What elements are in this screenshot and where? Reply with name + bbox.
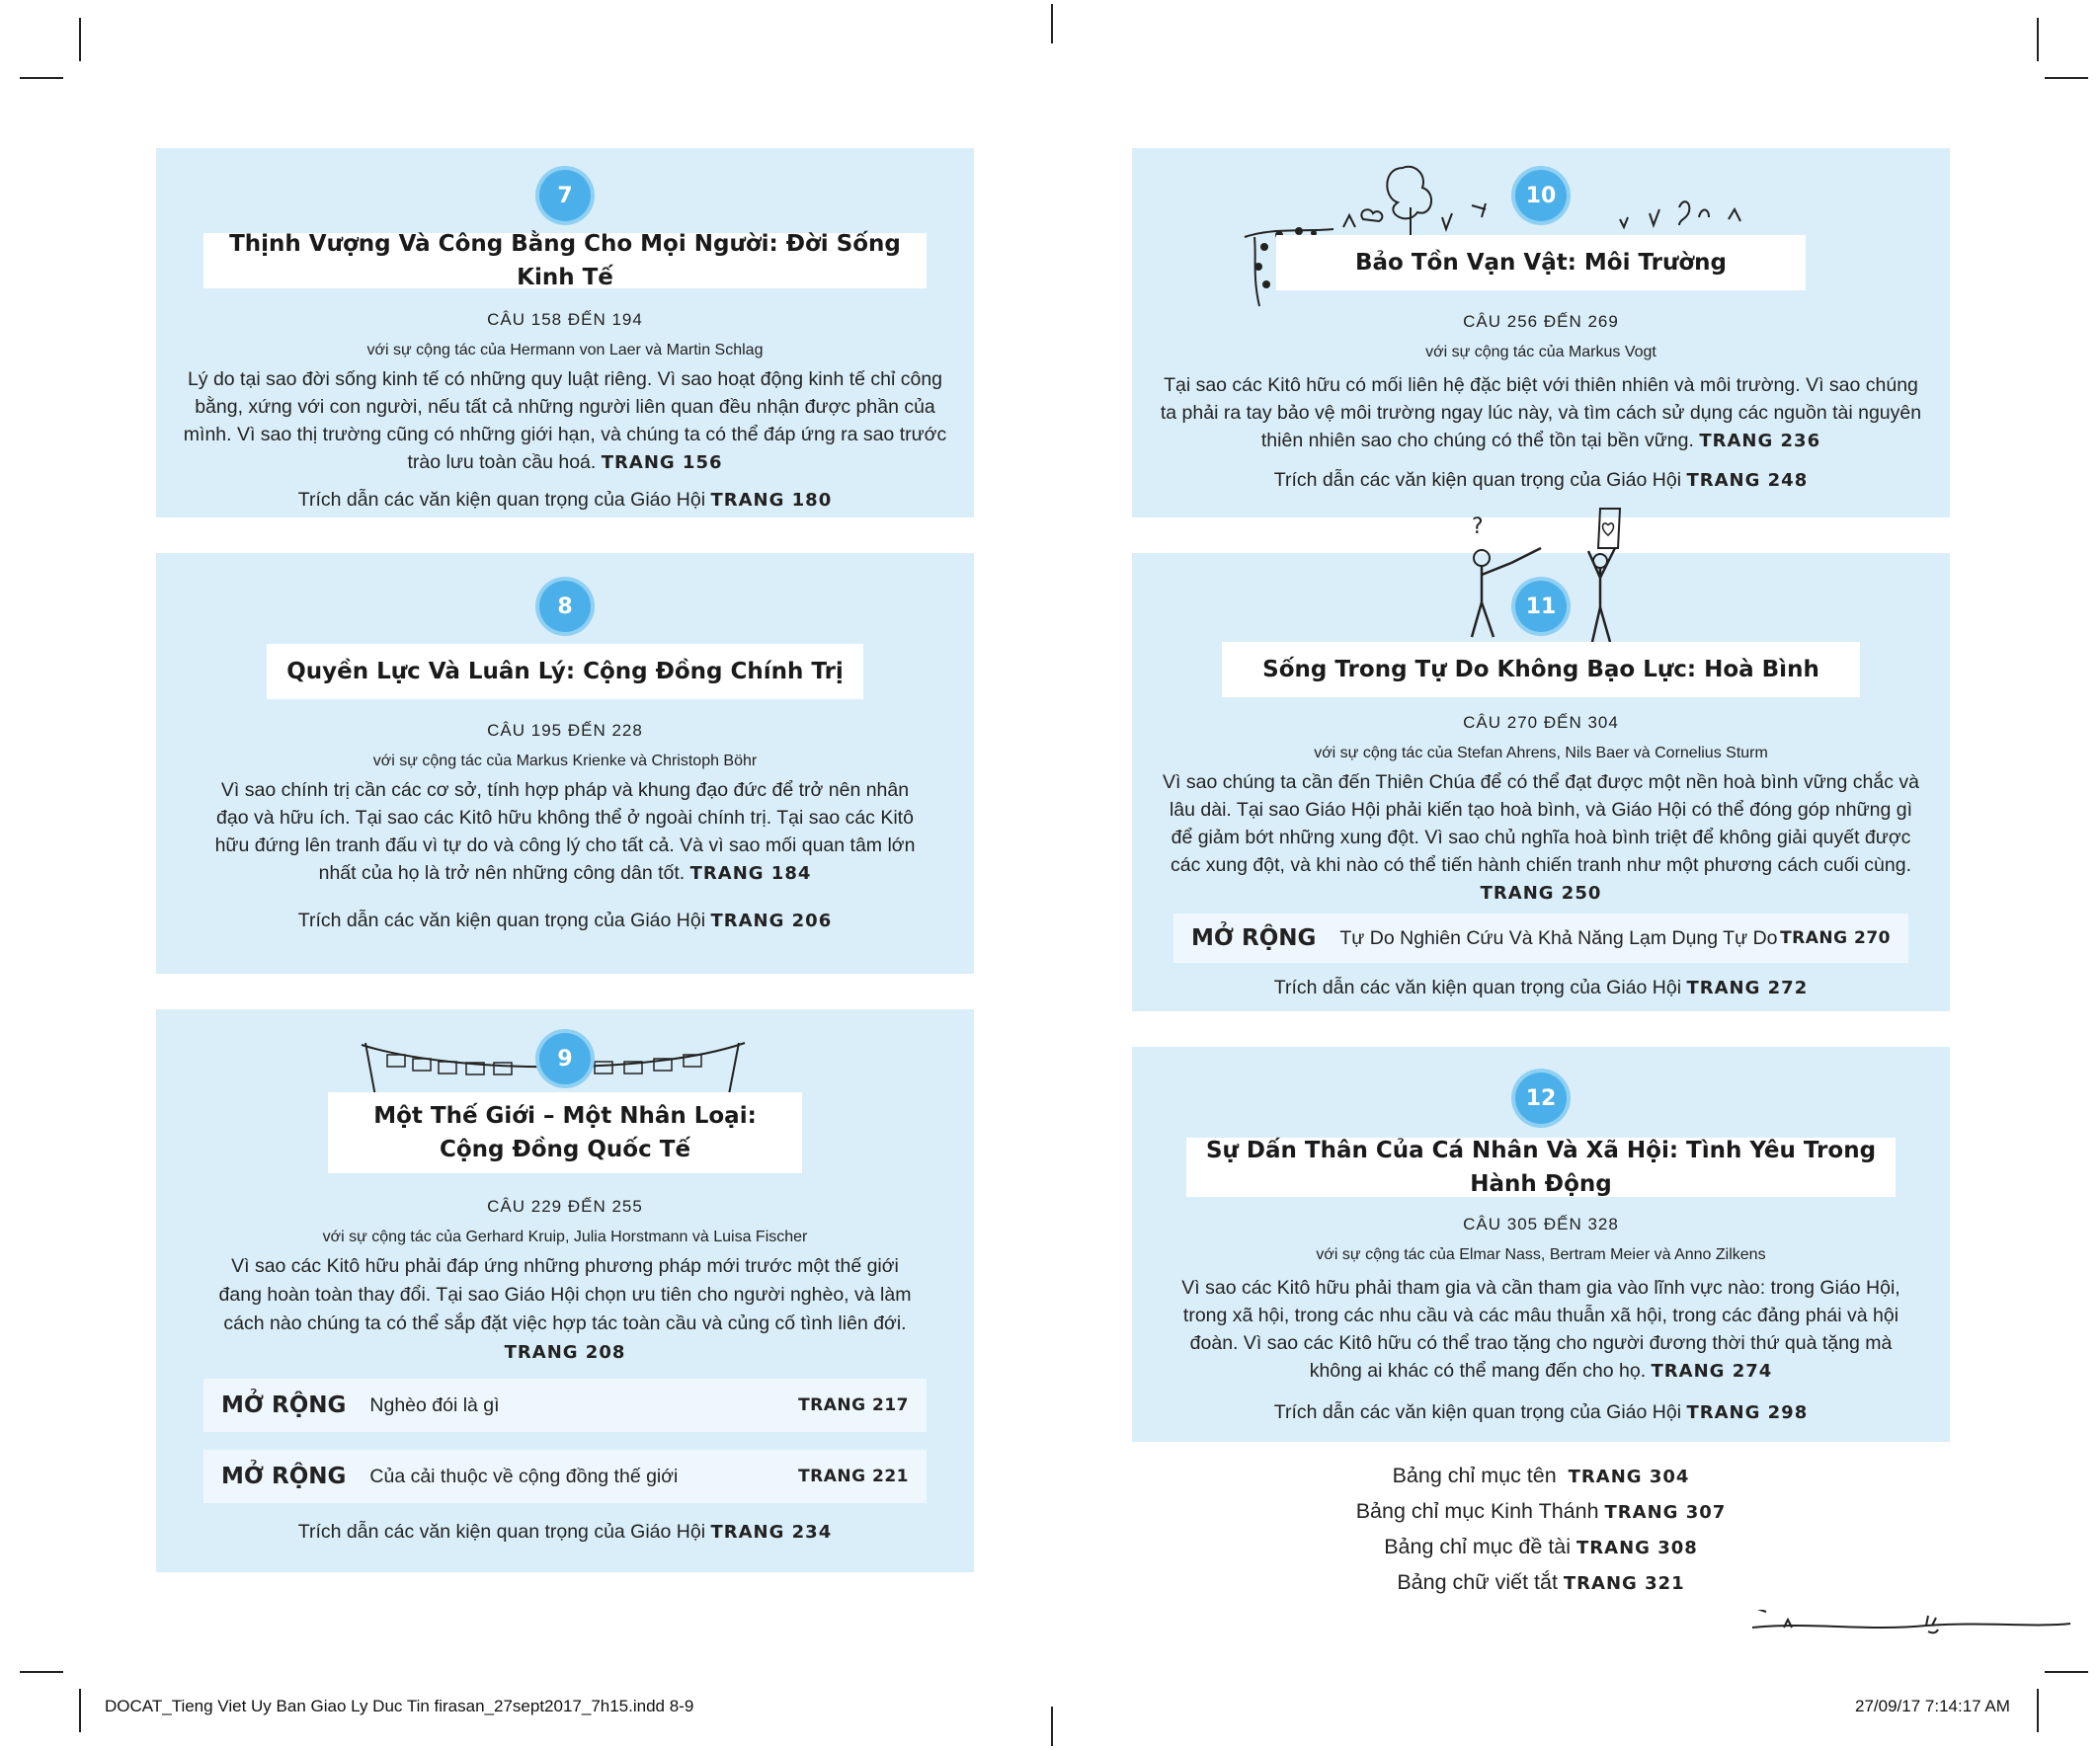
page-link[interactable]: TRANG 208 xyxy=(504,1342,626,1363)
page-link[interactable]: TRANG 221 xyxy=(798,1467,909,1486)
section-card-7 xyxy=(156,148,974,517)
question-range: CÂU 158 ĐẾN 194 xyxy=(487,310,643,329)
crop-mark xyxy=(79,18,81,61)
section-title: Thịnh Vượng Và Công Bằng Cho Mọi Người: Đời Sống Kinh Tế xyxy=(203,233,927,288)
crop-mark xyxy=(20,77,63,79)
church-quotes-line: Trích dẫn các văn kiện quan trọng của Giáo Hội TRANG 234 xyxy=(297,1521,833,1543)
collaborators: với sự cộng tác của Markus Vogt xyxy=(1425,344,1656,360)
expansion-keyword: MỞ RỘNG xyxy=(221,1392,347,1418)
page-link[interactable]: TRANG 274 xyxy=(1651,1361,1773,1382)
section-description: Lý do tại sao đời sống kinh tế có những quy luật riêng. Vì sao hoạt động kinh tế chỉ công bằng, xứng với con người, nếu tất cả những người liên quan đều nhận được phần của mình. Vì sao thị trường cũng có những giới hạn, và chúng ta có thể đáp ứng ra sao trước trào lưu toàn cầu hoá. TRANG 156 xyxy=(183,368,947,473)
page-link[interactable]: TRANG 308 xyxy=(1576,1538,1698,1558)
page-link[interactable]: TRANG 270 xyxy=(1780,928,1891,948)
crop-mark xyxy=(79,1689,81,1732)
church-quotes-line: Trích dẫn các văn kiện quan trọng của Giáo Hội TRANG 272 xyxy=(1273,977,1809,998)
church-quotes-line: Trích dẫn các văn kiện quan trọng của Giáo Hội TRANG 206 xyxy=(297,910,833,931)
page-link[interactable]: TRANG 321 xyxy=(1563,1573,1685,1594)
section-card-8 xyxy=(156,553,974,974)
church-quotes-line: Trích dẫn các văn kiện quan trọng của Giáo Hội TRANG 248 xyxy=(1273,469,1809,491)
page-link[interactable]: TRANG 234 xyxy=(710,1522,833,1543)
crop-mark xyxy=(2037,1689,2039,1732)
expansion-keyword: MỞ RỘNG xyxy=(221,1464,347,1489)
expansion-row[interactable] xyxy=(1173,914,1908,963)
crop-mark xyxy=(2037,18,2039,61)
crop-mark xyxy=(1051,1707,1053,1746)
section-number-badge: 7 xyxy=(539,170,591,221)
crop-mark xyxy=(1051,4,1053,43)
section-description: Vì sao các Kitô hữu phải đáp ứng những phương pháp mới trước một thế giới đang hoàn toàn thay đổi. Tại sao Giáo Hội chọn ưu tiên cho người nghèo, và làm cách nào chúng ta có thể sắp đặt việc hợp tác toàn cầu và củng cố tình liên đới. TRANG 208 xyxy=(218,1255,912,1363)
expansion-keyword: MỞ RỘNG xyxy=(1191,925,1317,951)
section-card-9 xyxy=(156,1009,974,1572)
section-number-badge: 11 xyxy=(1515,581,1567,632)
expansion-topic: Tự Do Nghiên Cứu Và Khả Năng Lạm Dụng Tự Do xyxy=(1339,926,1778,949)
church-quotes-line: Trích dẫn các văn kiện quan trọng của Giáo Hội TRANG 180 xyxy=(297,489,833,511)
expansion-row[interactable] xyxy=(203,1450,927,1503)
page-link[interactable]: TRANG 206 xyxy=(710,911,833,931)
section-number-badge: 8 xyxy=(539,581,591,632)
svg-text:?: ? xyxy=(1472,515,1484,539)
crop-mark xyxy=(2045,77,2088,79)
page-link[interactable]: TRANG 180 xyxy=(710,490,833,511)
page-link[interactable]: TRANG 307 xyxy=(1604,1502,1727,1523)
collaborators: với sự cộng tác của Gerhard Kruip, Julia Horstmann và Luisa Fischer xyxy=(322,1229,808,1245)
collaborators: với sự cộng tác của Elmar Nass, Bertram Meier và Anno Zilkens xyxy=(1316,1246,1766,1263)
section-description: Vì sao chúng ta cần đến Thiên Chúa để có thể đạt được một nền hoà bình vững chắc và lâu dài. Tại sao Giáo Hội phải kiến tạo hoà bình, và Giáo Hội có thể đóng góp những gì để giảm bớt những xung đột. Vì sao chủ nghĩa hoà bình triệt để không giải quyết được các xung đột, và khi nào có thể tiến hành chiến tranh như một phương cách cuối cùng. TRANG 250 xyxy=(1163,771,1919,904)
crop-mark xyxy=(20,1671,63,1673)
section-number-badge: 9 xyxy=(539,1033,591,1084)
crop-mark xyxy=(2045,1671,2088,1673)
collaborators: với sự cộng tác của Markus Krienke và Christoph Böhr xyxy=(372,753,758,769)
ground-line-illustration xyxy=(1748,1610,2074,1649)
page-link[interactable]: TRANG 272 xyxy=(1686,978,1809,998)
print-timestamp: 27/09/17 7:14:17 AM xyxy=(1855,1697,2010,1715)
section-card-11 xyxy=(1132,553,1950,1011)
index-entry[interactable]: Bảng chỉ mục tên TRANG 304 xyxy=(1392,1464,1690,1487)
section-number-badge: 12 xyxy=(1515,1073,1567,1124)
expansion-row[interactable] xyxy=(203,1379,927,1432)
church-quotes-line: Trích dẫn các văn kiện quan trọng của Giáo Hội TRANG 298 xyxy=(1273,1401,1809,1423)
collaborators: với sự cộng tác của Hermann von Laer và Martin Schlag xyxy=(366,342,764,358)
question-range: CÂU 270 ĐẾN 304 xyxy=(1463,713,1619,732)
page-link[interactable]: TRANG 236 xyxy=(1699,431,1821,451)
collaborators: với sự cộng tác của Stefan Ahrens, Nils Baer và Cornelius Sturm xyxy=(1314,745,1768,761)
section-title: Một Thế Giới – Một Nhân Loại: Cộng Đồng Quốc Tế xyxy=(328,1092,802,1173)
page-link[interactable]: TRANG 250 xyxy=(1480,883,1602,904)
print-file-name: DOCAT_Tieng Viet Uy Ban Giao Ly Duc Tin firasan_27sept2017_7h15.indd 8-9 xyxy=(105,1697,694,1715)
section-description: Vì sao các Kitô hữu phải tham gia và cần tham gia vào lĩnh vực nào: trong Giáo Hội, trong xã hội, trong các nhu cầu và các mâu thuẫn xã hội, trong các đảng phái và hội đoàn. Vì sao các Kitô hữu có thể trao tặng cho người đương thời thứ quà tặng mà không ai khác có thể mang đến cho họ. TRANG 274 xyxy=(1181,1277,1900,1382)
index-entry[interactable]: Bảng chỉ mục Kinh Thánh TRANG 307 xyxy=(1355,1499,1727,1523)
page-link[interactable]: TRANG 248 xyxy=(1686,470,1809,491)
index-entry[interactable]: Bảng chữ viết tắt TRANG 321 xyxy=(1397,1570,1685,1594)
page-link[interactable]: TRANG 298 xyxy=(1686,1402,1809,1423)
question-range: CÂU 195 ĐẾN 228 xyxy=(487,721,643,740)
section-title: Sự Dấn Thân Của Cá Nhân Và Xã Hội: Tình Yêu Trong Hành Động xyxy=(1186,1138,1896,1197)
section-card-12 xyxy=(1132,1047,1950,1442)
page-link[interactable]: TRANG 156 xyxy=(601,452,723,473)
question-range: CÂU 305 ĐẾN 328 xyxy=(1463,1215,1619,1233)
section-description: Vì sao chính trị cần các cơ sở, tính hợp pháp và khung đạo đức để trở nên nhân đạo và hữu ích. Tại sao các Kitô hữu không thể ở ngoài chính trị. Tại sao các Kitô hữu đứng lên tranh đấu vì tự do và công lý cho tất cả. Và vì sao mối quan tâm lớn nhất của họ là trở nên những công dân tốt. TRANG 184 xyxy=(214,779,916,884)
question-range: CÂU 256 ĐẾN 269 xyxy=(1463,312,1619,331)
section-description: Tại sao các Kitô hữu có mối liên hệ đặc biệt với thiên nhiên và môi trường. Vì sao chúng ta phải ra tay bảo vệ môi trường ngay lúc này, và tìm cách sử dụng các nguồn tài nguyên thiên nhiên sao cho chúng có thể tồn tại bền vững. TRANG 236 xyxy=(1160,374,1922,451)
page-link[interactable]: TRANG 304 xyxy=(1568,1467,1690,1487)
section-number-badge: 10 xyxy=(1515,170,1567,221)
page-link[interactable]: TRANG 217 xyxy=(798,1395,909,1415)
index-entry[interactable]: Bảng chỉ mục đề tài TRANG 308 xyxy=(1384,1535,1698,1558)
expansion-topic: Của cải thuộc về cộng đồng thế giới xyxy=(369,1465,679,1487)
question-range: CÂU 229 ĐẾN 255 xyxy=(487,1197,643,1216)
section-title: Sống Trong Tự Do Không Bạo Lực: Hoà Bình xyxy=(1222,642,1860,697)
expansion-topic: Nghèo đói là gì xyxy=(369,1393,500,1416)
page-link[interactable]: TRANG 184 xyxy=(689,863,812,884)
section-title: Bảo Tồn Vạn Vật: Môi Trường xyxy=(1276,235,1806,290)
section-title: Quyền Lực Và Luân Lý: Cộng Đồng Chính Trị xyxy=(267,644,863,699)
